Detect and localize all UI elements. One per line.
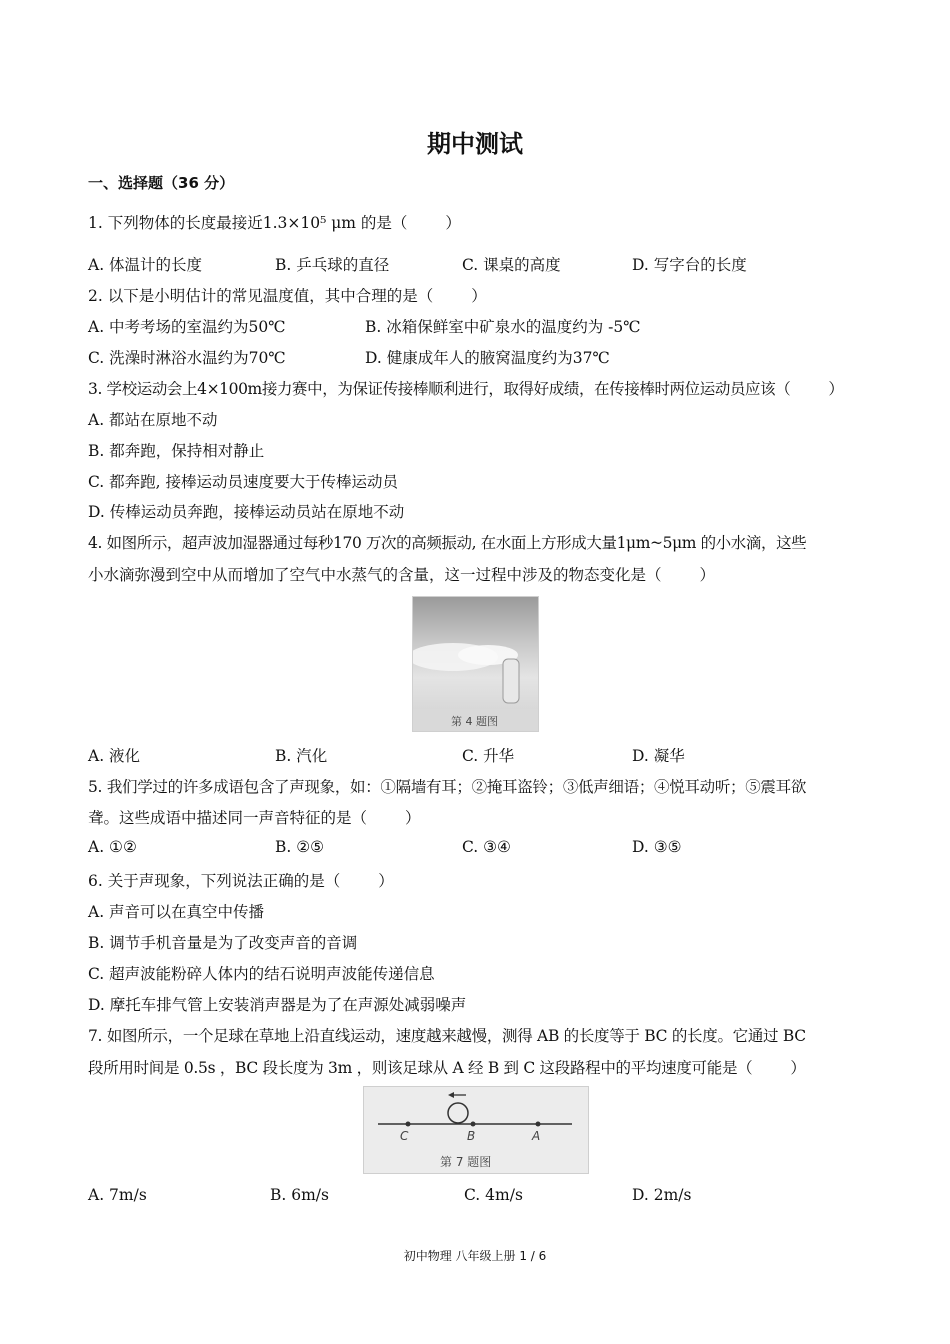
point-a-label: A [532, 1129, 541, 1143]
question-2: 2. 以下是小明估计的常见温度值，其中合理的是（ ） [88, 287, 487, 305]
q1-option-d: D. 写字台的长度 [632, 256, 747, 274]
q2-option-c: C. 洗澡时淋浴水温约为70℃ [88, 349, 286, 367]
figure-4-caption: 第 4 题图 [451, 715, 498, 728]
q1-option-c: C. 课桌的高度 [462, 256, 561, 274]
q5-option-a: A. ①② [88, 838, 137, 856]
q5-option-b: B. ②⑤ [275, 838, 325, 856]
question-7-line2: 段所用时间是 0.5s ，BC 段长度为 3m ，则该足球从 A 经 B 到 C 这段路程中的平均速度可能是（ ） [88, 1059, 806, 1077]
q3-option-c: C. 都奔跑, 接棒运动员速度要大于传棒运动员 [88, 473, 399, 491]
point-b-label: B [467, 1129, 476, 1143]
q1-option-b: B. 乒乓球的直径 [275, 256, 390, 274]
q7-option-d: D. 2m/s [632, 1186, 692, 1204]
q7-option-a: A. 7m/s [88, 1186, 147, 1204]
question-1: 1. 下列物体的长度最接近1.3×10⁵ μm 的是（ ） [88, 214, 461, 232]
page-footer: 初中物理 八年级上册 1 / 6 [403, 1249, 547, 1263]
q6-option-c: C. 超声波能粉碎人体内的结石说明声波能传递信息 [88, 965, 435, 983]
q4-option-a: A. 液化 [88, 747, 141, 765]
q6-option-a: A. 声音可以在真空中传播 [88, 903, 265, 921]
question-4-line2: 小水滴弥漫到空中从而增加了空气中水蒸气的含量，这一过程中涉及的物态变化是（ ） [88, 566, 716, 584]
q7-option-c: C. 4m/s [464, 1186, 523, 1204]
q3-option-d: D. 传棒运动员奔跑，接棒运动员站在原地不动 [88, 503, 405, 521]
q4-option-c: C. 升华 [462, 747, 515, 765]
section-heading: 一、选择题（36 分） [88, 174, 235, 192]
page-title: 期中测试 [427, 130, 523, 158]
q3-option-a: A. 都站在原地不动 [88, 411, 218, 429]
q6-option-b: B. 调节手机音量是为了改变声音的音调 [88, 934, 358, 952]
question-4-line1: 4. 如图所示，超声波加湿器通过每秒170 万次的高频振动, 在水面上方形成大量1μm~5μm 的小水滴，这些 [88, 534, 807, 552]
point-c-label: C [400, 1129, 409, 1143]
humidifier-figure [412, 596, 539, 732]
figure-7-caption: 第 7 题图 [440, 1155, 492, 1169]
q5-option-c: C. ③④ [462, 838, 511, 856]
q7-option-b: B. 6m/s [270, 1186, 329, 1204]
football-figure [363, 1086, 589, 1174]
q2-option-a: A. 中考考场的室温约为50℃ [88, 318, 286, 336]
question-5-line1: 5. 我们学过的许多成语包含了声现象，如：①隔墙有耳；②掩耳盗铃；③低声细语；④悦耳动听；⑤震耳欲 [88, 778, 807, 796]
q2-option-d: D. 健康成年人的腋窝温度约为37℃ [365, 349, 610, 367]
q3-option-b: B. 都奔跑，保持相对静止 [88, 442, 265, 460]
q1-option-a: A. 体温计的长度 [88, 256, 203, 274]
question-6: 6. 关于声现象，下列说法正确的是（ ） [88, 872, 394, 890]
question-7-line1: 7. 如图所示，一个足球在草地上沿直线运动，速度越来越慢，测得 AB 的长度等于 BC 的长度。它通过 BC [88, 1027, 806, 1045]
q6-option-d: D. 摩托车排气管上安装消声器是为了在声源处减弱噪声 [88, 996, 467, 1014]
q2-option-b: B. 冰箱保鲜室中矿泉水的温度约为 -5℃ [365, 318, 641, 336]
question-3: 3. 学校运动会上4×100m接力赛中，为保证传接棒顺利进行，取得好成绩，在传接棒时两位运动员应该（ ） [88, 380, 844, 398]
q4-option-b: B. 汽化 [275, 747, 328, 765]
question-5-line2: 聋。这些成语中描述同一声音特征的是（ ） [88, 809, 421, 827]
q4-option-d: D. 凝华 [632, 747, 685, 765]
q5-option-d: D. ③⑤ [632, 838, 682, 856]
humidifier-image [413, 597, 538, 731]
